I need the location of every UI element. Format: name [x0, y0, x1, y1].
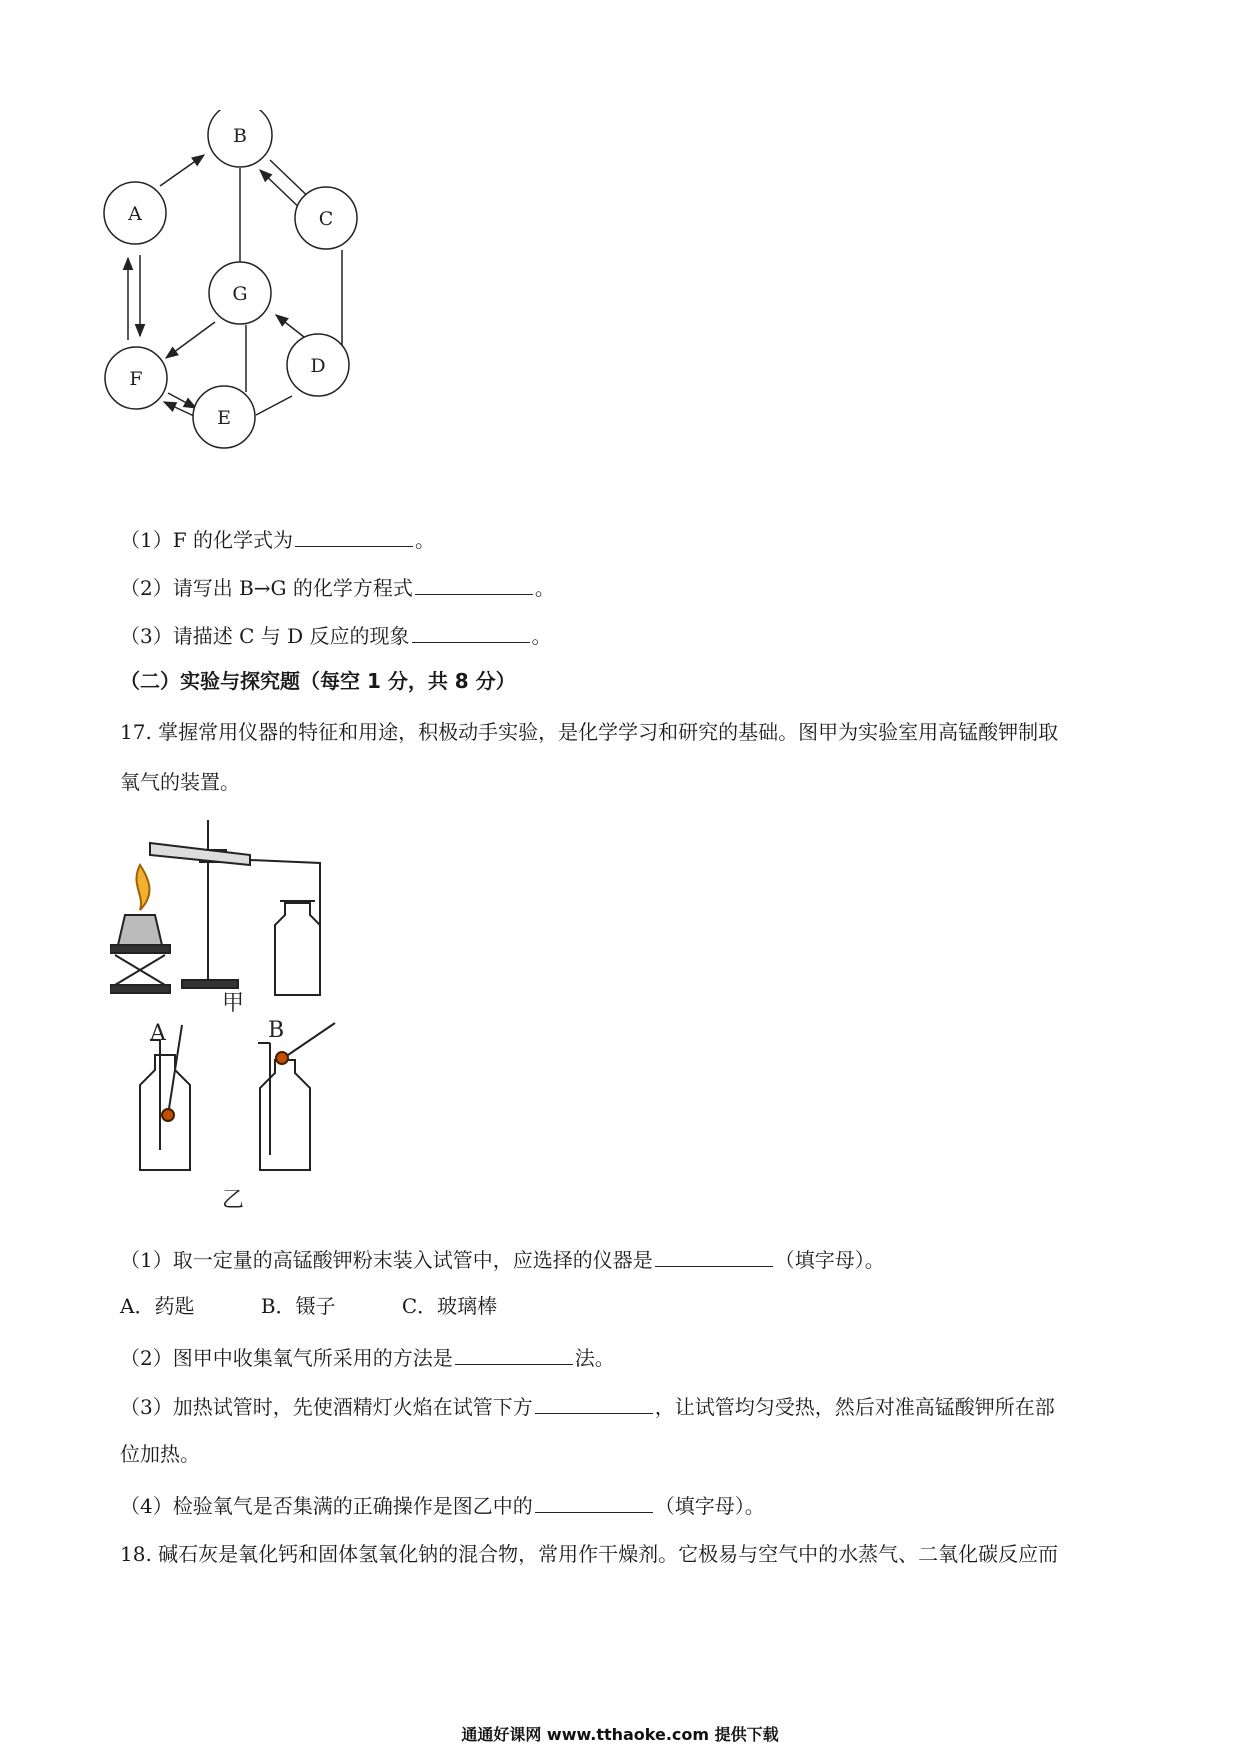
q17-part3-text: （3）加热试管时，先使酒精灯火焰在试管下方: [120, 1395, 533, 1419]
q18-intro-line1: 18. 碱石灰是氧化钙和固体氢氧化钠的混合物，常用作干燥剂。它极易与空气中的水蒸气、二氧化碳反应而: [120, 1542, 1059, 1566]
alcohol-lamp-icon: [118, 915, 162, 945]
answer-blank[interactable]: [412, 620, 530, 643]
q16-part2: [120, 572, 555, 602]
flame-icon: [136, 865, 149, 910]
q17-part2-text: （2）图甲中收集氧气所采用的方法是: [120, 1346, 453, 1370]
q16-part1-end: 。: [414, 528, 435, 552]
edge-d-e: [256, 396, 292, 415]
q16-part3: [120, 620, 552, 650]
node-b-label: B: [233, 125, 247, 147]
node-c-label: C: [318, 208, 334, 230]
label-yi: 乙: [222, 1188, 245, 1213]
q17-options: [120, 1292, 497, 1320]
label-jia: 甲: [222, 991, 245, 1016]
q16-part1-text: （1）F 的化学式为: [120, 528, 293, 552]
q17-part1: [120, 1244, 885, 1274]
q16-part2-end: 。: [534, 576, 555, 600]
q17-part4-end: （填字母）。: [654, 1494, 765, 1518]
edge-a-b: [160, 155, 204, 186]
splint-b: [285, 1023, 335, 1057]
q17-part3: [120, 1391, 1055, 1421]
lab-jack-base: [110, 985, 170, 993]
answer-blank[interactable]: [535, 1490, 653, 1513]
node-a-label: A: [128, 203, 142, 225]
bottle-b: [260, 1060, 310, 1170]
delivery-tube: [250, 860, 320, 975]
q17-intro-line1: 17. 掌握常用仪器的特征和用途，积极动手实验，是化学学习和研究的基础。图甲为实验室用高锰酸钾制取: [120, 720, 1059, 744]
q16-part3-end: 。: [531, 624, 552, 648]
q17-part2-end: 法。: [574, 1346, 615, 1370]
q17-part3-end: ，让试管均匀受热，然后对准高锰酸钾所在部: [654, 1395, 1055, 1419]
q17-intro-line2: 氧气的装置。: [120, 770, 240, 794]
ember-icon: [276, 1052, 288, 1064]
stand-base: [182, 980, 238, 988]
node-d-label: D: [310, 355, 326, 377]
collecting-bottle: [275, 903, 320, 995]
answer-blank[interactable]: [535, 1391, 653, 1414]
splint-a: [168, 1025, 182, 1115]
option-a[interactable]: A．药匙: [120, 1294, 195, 1318]
q16-part1: [120, 524, 435, 554]
q17-part1-text: （1）取一定量的高锰酸钾粉末装入试管中，应选择的仪器是: [120, 1248, 653, 1272]
option-c[interactable]: C．玻璃棒: [401, 1294, 498, 1318]
answer-blank[interactable]: [455, 1342, 573, 1365]
section-title: （二）实验与探究题（每空 1 分，共 8 分）: [120, 669, 516, 693]
node-e-label: E: [217, 407, 231, 429]
answer-blank[interactable]: [295, 524, 413, 547]
node-f-label: F: [129, 368, 143, 390]
edge-g-f: [166, 322, 215, 358]
lab-jack-top: [110, 945, 170, 953]
apparatus-figure: [110, 815, 410, 1225]
relationship-diagram: [100, 110, 420, 510]
q17-part2: [120, 1342, 615, 1372]
answer-blank[interactable]: [415, 572, 533, 595]
q17-part4: [120, 1490, 765, 1520]
q16-part3-text: （3）请描述 C 与 D 反应的现象: [120, 624, 410, 648]
node-g-label: G: [232, 283, 248, 305]
option-b[interactable]: B．镊子: [260, 1294, 336, 1318]
q16-part2-text: （2）请写出 B→G 的化学方程式: [120, 576, 413, 600]
page-footer: 通通好课网 www.tthaoke.com 提供下载: [461, 1725, 779, 1744]
q17-part4-text: （4）检验氧气是否集满的正确操作是图乙中的: [120, 1494, 533, 1518]
label-a: A: [150, 1021, 166, 1046]
q17-part3-cont: 位加热。: [120, 1442, 200, 1466]
q17-part1-end: （填字母）。: [774, 1248, 885, 1272]
ember-icon: [162, 1109, 174, 1121]
label-b: B: [268, 1018, 285, 1043]
answer-blank[interactable]: [655, 1244, 773, 1267]
